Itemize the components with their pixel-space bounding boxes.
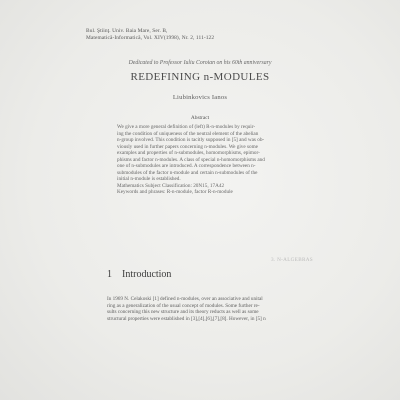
section-heading-introduction [107,269,171,280]
abstract-line: viously used in further papers concerning n-modules. We give some [117,143,258,150]
abstract-line: phisms and factor n-modules. A class of special n-homomorphisms and [117,156,265,163]
journal-header-line-2: Matematică-Informatică, Vol. XIV(1998), Nr. 2, 111-122 [86,35,215,42]
journal-header [86,28,214,42]
abstract-line: n-group involved. This condition is tacitly supposed in [5] and was ob- [117,137,265,144]
body-line: sults concerning this new structure and its theory reducts as well as some [107,309,259,315]
abstract-line: ing the condition of uniqueness of the neutral element of the abelian [117,130,259,137]
body-line: ring as a generalization of the usual concept of modules. Some further re- [107,302,260,309]
section-number: 1 [107,269,112,280]
section-title: Introduction [122,269,172,280]
abstract-line: examples and properties of n-submodules, homomorphisms, epimor- [117,150,260,157]
abstract-heading: Abstract [190,115,210,121]
journal-header-line-1: Bul. Ştiinţ. Univ. Baia Mare, Ser. B, [86,28,168,34]
paper-title: REDEFINING n-MODULES [130,71,270,83]
abstract-line: We give a more general definition of (left) R-n-modules by requir- [117,124,256,130]
faint-bleedthrough-heading: 3. N-ALGEBRAS [271,257,313,263]
body-line: In 1969 N. Celakoski [1] defined n-modules, over an associative and unital [107,296,263,302]
introduction-body [107,296,299,322]
dedication: Dedicated to Professor Iuliu Coroian on his 60th anniversary [128,60,272,66]
abstract-line: one of n-submodules are introduced. A correspondence between n- [117,163,256,170]
body-line: structural properties were established in [3],[4],[6],[7],[8]. However, in [5] n [107,315,266,322]
abstract-line: submodules of the factor n-module and certain n-submodules of the [117,169,258,176]
abstract-line: initial n-module is established. [117,176,181,183]
author-name: Liubinkovics Ianos [172,94,228,101]
keywords: Keywords and phrases: R-n-module, factor R-n-module [117,189,233,196]
msc-classification: Mathematics Subject Classification: 20N15, 17A42 [117,182,225,189]
abstract-body [117,124,307,196]
